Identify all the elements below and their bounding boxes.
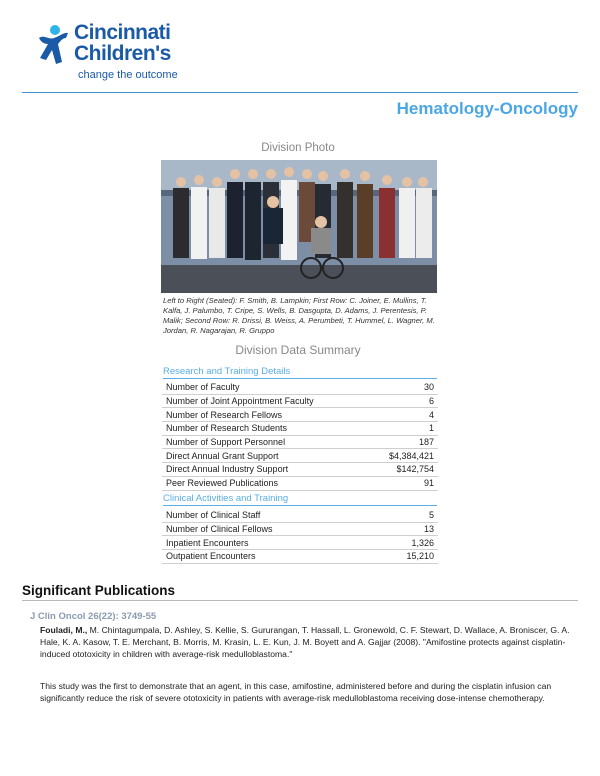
row-value: $4,384,421 xyxy=(368,449,438,463)
group-photo-image xyxy=(161,160,437,293)
table-row xyxy=(162,509,438,522)
table-row xyxy=(162,449,438,463)
cincinnati-childrens-logo[interactable] xyxy=(36,22,226,86)
clinical-activities-table xyxy=(162,509,438,564)
row-label: Number of Clinical Staff xyxy=(162,509,373,522)
table-row xyxy=(162,463,438,477)
photo-caption: Left to Right (Seated): F. Smith, B. Lampkin; First Row: C. Joiner, E. Mullins, T. Kalfa, J. Palumbo, T. Cripe, S. Wells, B. Dasgupta, D. Adams, J. Perentesis, P. Malik; Second Row: R. Drissi, B. Weiss, A. Perumbeti, T. Hummel, L. Wagner, M. Jordan, R. Nagarajan, R. Gruppo xyxy=(163,296,435,335)
table-row xyxy=(162,408,438,422)
row-label: Direct Annual Grant Support xyxy=(162,449,368,463)
research-training-heading: Research and Training Details xyxy=(163,366,437,379)
research-training-table xyxy=(162,381,438,491)
row-label: Number of Faculty xyxy=(162,381,368,394)
journal-reference: J Clin Oncol 26(22): 3749-55 xyxy=(30,611,157,622)
table-row xyxy=(162,435,438,449)
citation-text: M. Chintagumpala, D. Ashley, S. Kellie, S. Gururangan, T. Hassall, L. Gronewold, C. F. Stewart, D. Wallace, A. Broniscer, G. A. Hale, K. A. Kasow, T. E. Merchant, B. Morris, M. Krasin, L. E. Kun, J. M. Boyett and A. Gajjar (2008). "Amifostine protects against cisplatin-induced ototoxicity in children with average-risk medulloblastoma." xyxy=(40,625,570,659)
publication-citation xyxy=(40,624,570,660)
lead-author: Fouladi, M., xyxy=(40,625,88,635)
publication-summary: This study was the first to demonstrate that an agent, in this case, amifostine, administered before and during the cisplatin infusion can significantly reduce the risk of severe ototoxicity in patients with average-risk medulloblastoma receiving dose-intense chemotherapy. xyxy=(40,681,552,703)
logo-text-line2: Children's xyxy=(74,42,171,65)
logo-text-line1: Cincinnati xyxy=(74,21,171,44)
row-label: Number of Research Students xyxy=(162,422,368,436)
significant-publications-heading: Significant Publications xyxy=(22,583,176,598)
row-value: 1,326 xyxy=(373,536,438,550)
row-value: $142,754 xyxy=(368,463,438,477)
row-value: 13 xyxy=(373,522,438,536)
table-row xyxy=(162,476,438,490)
table-row xyxy=(162,394,438,408)
row-label: Outpatient Encounters xyxy=(162,550,373,564)
row-label: Number of Joint Appointment Faculty xyxy=(162,394,368,408)
table-row xyxy=(162,381,438,394)
row-label: Number of Clinical Fellows xyxy=(162,522,373,536)
logo-tagline: change the outcome xyxy=(78,69,178,81)
division-photo-heading: Division Photo xyxy=(261,142,335,154)
row-value: 4 xyxy=(368,408,438,422)
table-row xyxy=(162,422,438,436)
data-summary-heading: Division Data Summary xyxy=(235,343,361,357)
row-value: 1 xyxy=(368,422,438,436)
row-value: 91 xyxy=(368,476,438,490)
table-row xyxy=(162,536,438,550)
row-label: Inpatient Encounters xyxy=(162,536,373,550)
division-group-photo xyxy=(161,160,437,293)
table-row xyxy=(162,550,438,564)
row-label: Number of Support Personnel xyxy=(162,435,368,449)
child-figure-logo-icon xyxy=(36,24,70,66)
row-value: 30 xyxy=(368,381,438,394)
publications-divider xyxy=(22,600,578,601)
row-label: Direct Annual Industry Support xyxy=(162,463,368,477)
row-value: 6 xyxy=(368,394,438,408)
row-value: 187 xyxy=(368,435,438,449)
row-value: 5 xyxy=(373,509,438,522)
row-label: Number of Research Fellows xyxy=(162,408,368,422)
table-row xyxy=(162,522,438,536)
row-value: 15,210 xyxy=(373,550,438,564)
header-divider xyxy=(22,92,578,93)
row-label: Peer Reviewed Publications xyxy=(162,476,368,490)
division-title: Hematology-Oncology xyxy=(396,99,578,118)
clinical-activities-heading: Clinical Activities and Training xyxy=(163,493,437,506)
